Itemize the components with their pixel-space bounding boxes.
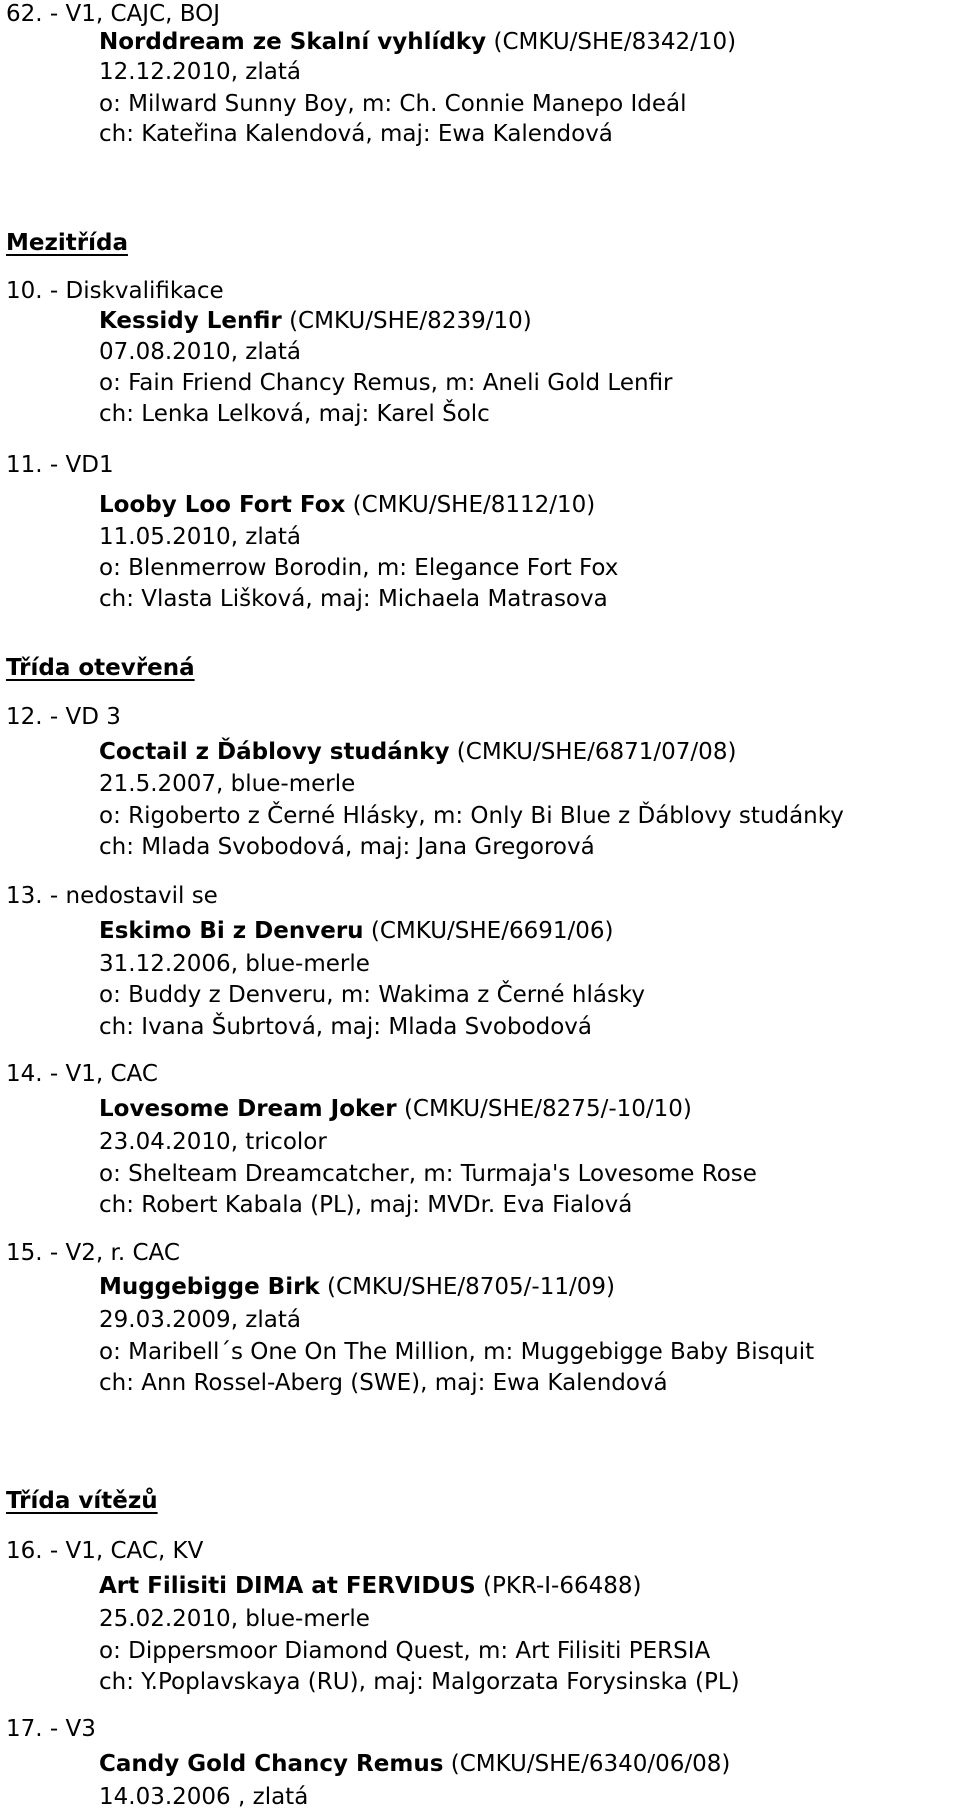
section-heading-mezitrida: Mezitřída [6, 230, 128, 256]
entry-16-parents: o: Dippersmoor Diamond Quest, m: Art Filisiti PERSIA [99, 1638, 711, 1664]
entry-15-title [99, 1276, 615, 1299]
registration: (CMKU/SHE/8342/10) [493, 29, 737, 55]
entry-13-title [99, 920, 613, 943]
entry-14-parents: o: Shelteam Dreamcatcher, m: Turmaja's Lovesome Rose [99, 1161, 757, 1187]
registration: (PKR-I-66488) [482, 1573, 642, 1599]
entry-15-parents: o: Maribell´s One On The Million, m: Muggebigge Baby Bisquit [99, 1339, 815, 1365]
entry-13-owners: ch: Ivana Šubrtová, maj: Mlada Svobodová [99, 1014, 593, 1040]
registration: (CMKU/SHE/8705/-11/09) [327, 1274, 615, 1300]
entry-14-born: 23.04.2010, tricolor [99, 1129, 327, 1155]
registration: (CMKU/SHE/8112/10) [352, 492, 596, 518]
registration: (CMKU/SHE/6691/06) [370, 918, 614, 944]
entry-11-parents: o: Blenmerrow Borodin, m: Elegance Fort Fox [99, 555, 619, 581]
entry-12-header: 12. - VD 3 [6, 704, 121, 730]
entry-62-owners: ch: Kateřina Kalendová, maj: Ewa Kalendová [99, 121, 613, 147]
entry-11-owners: ch: Vlasta Lišková, maj: Michaela Matrasova [99, 586, 608, 612]
entry-62-parents: o: Milward Sunny Boy, m: Ch. Connie Manepo Ideál [99, 91, 687, 117]
dog-name: Candy Gold Chancy Remus [99, 1751, 444, 1777]
entry-13-born: 31.12.2006, blue-merle [99, 951, 370, 977]
entry-16-title [99, 1575, 641, 1598]
registration: (CMKU/SHE/6871/07/08) [456, 739, 737, 765]
entry-11-born: 11.05.2010, zlatá [99, 524, 301, 550]
entry-12-title [99, 741, 736, 764]
dog-name: Kessidy Lenfir [99, 308, 282, 334]
entry-17-header: 17. - V3 [6, 1716, 96, 1742]
entry-13-parents: o: Buddy z Denveru, m: Wakima z Černé hlásky [99, 982, 646, 1008]
section-heading-trida-otevrena: Třída otevřená [6, 655, 195, 681]
entry-12-owners: ch: Mlada Svobodová, maj: Jana Gregorová [99, 834, 595, 860]
entry-15-header: 15. - V2, r. CAC [6, 1240, 180, 1266]
entry-15-born: 29.03.2009, zlatá [99, 1307, 301, 1333]
entry-11-title [99, 494, 595, 517]
entry-17-title [99, 1753, 730, 1776]
entry-12-born: 21.5.2007, blue-merle [99, 771, 356, 797]
dog-name: Eskimo Bi z Denveru [99, 918, 364, 944]
entry-14-header: 14. - V1, CAC [6, 1061, 158, 1087]
entry-62-born: 12.12.2010, zlatá [99, 59, 301, 85]
entry-10-parents: o: Fain Friend Chancy Remus, m: Aneli Gold Lenfir [99, 370, 673, 396]
entry-16-header: 16. - V1, CAC, KV [6, 1538, 204, 1564]
registration: (CMKU/SHE/6340/06/08) [450, 1751, 731, 1777]
entry-15-owners: ch: Ann Rossel-Aberg (SWE), maj: Ewa Kalendová [99, 1370, 668, 1396]
entry-62-header: 62. - V1, CAJC, BOJ [6, 1, 221, 27]
entry-13-header: 13. - nedostavil se [6, 883, 218, 909]
entry-11-header: 11. - VD1 [6, 452, 114, 478]
registration: (CMKU/SHE/8275/-10/10) [403, 1096, 692, 1122]
entry-16-born: 25.02.2010, blue-merle [99, 1606, 370, 1632]
dog-name: Lovesome Dream Joker [99, 1096, 397, 1122]
registration: (CMKU/SHE/8239/10) [289, 308, 532, 334]
entry-62-title [99, 31, 736, 54]
entry-10-header: 10. - Diskvalifikace [6, 278, 224, 304]
dog-name: Looby Loo Fort Fox [99, 492, 346, 518]
entry-17-born: 14.03.2006 , zlatá [99, 1784, 309, 1810]
dog-name: Art Filisiti DIMA at FERVIDUS [99, 1573, 476, 1599]
dog-name: Norddream ze Skalní vyhlídky [99, 29, 487, 55]
entry-10-born: 07.08.2010, zlatá [99, 339, 301, 365]
entry-14-title [99, 1098, 692, 1121]
entry-10-owners: ch: Lenka Lelková, maj: Karel Šolc [99, 401, 490, 427]
entry-16-owners: ch: Y.Poplavskaya (RU), maj: Malgorzata Forysinska (PL) [99, 1669, 740, 1695]
entry-10-title [99, 310, 532, 333]
entry-14-owners: ch: Robert Kabala (PL), maj: MVDr. Eva Fialová [99, 1192, 633, 1218]
dog-name: Coctail z Ďáblovy studánky [99, 739, 450, 765]
dog-name: Muggebigge Birk [99, 1274, 320, 1300]
section-heading-trida-vitezu: Třída vítězů [6, 1488, 158, 1514]
entry-12-parents: o: Rigoberto z Černé Hlásky, m: Only Bi Blue z Ďáblovy studánky [99, 803, 844, 829]
